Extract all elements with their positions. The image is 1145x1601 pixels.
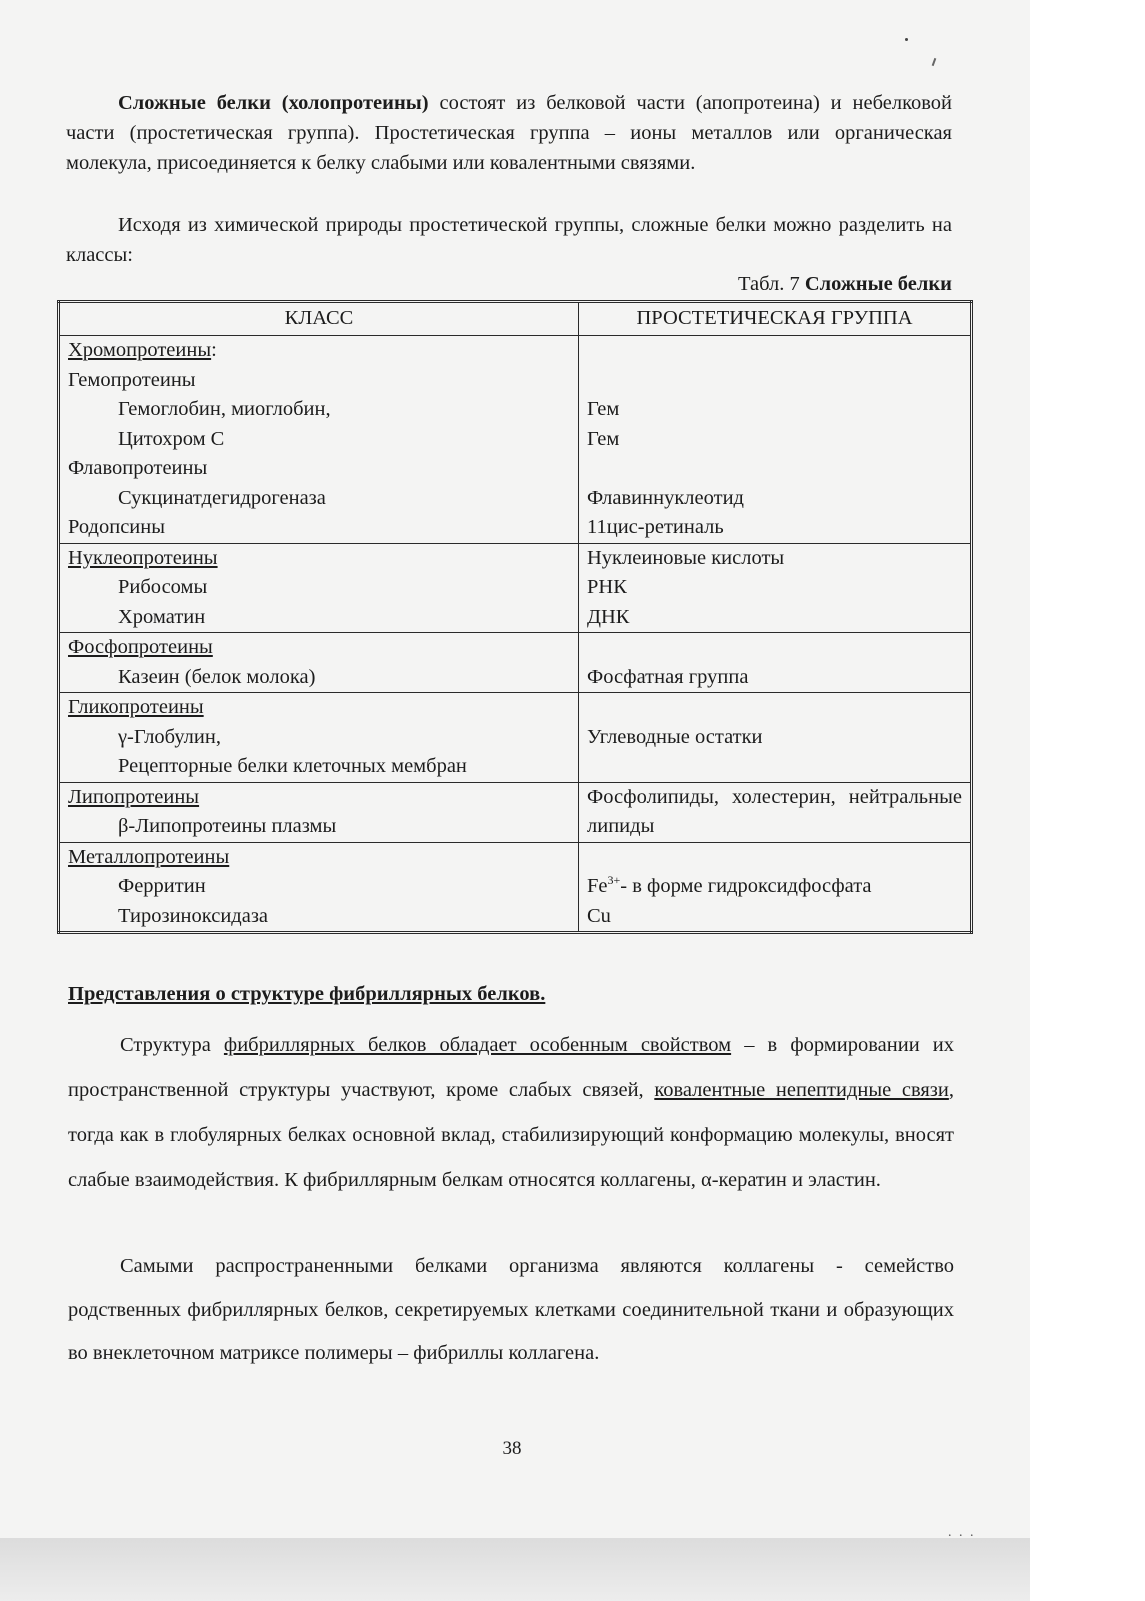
example: Ферритин bbox=[118, 875, 206, 897]
group-value: 11цис-ретиналь bbox=[587, 516, 724, 538]
table-row-nucleoproteins bbox=[59, 543, 972, 633]
class-cell bbox=[59, 543, 579, 633]
title-colon: : bbox=[211, 339, 217, 361]
subclass: Флавопротеины bbox=[68, 457, 208, 479]
group-cell bbox=[579, 842, 972, 933]
scan-dots: . . . bbox=[948, 1525, 976, 1540]
table-caption-title: Сложные белки bbox=[804, 273, 952, 295]
header-prosthetic-group: ПРОСТЕТИЧЕСКАЯ ГРУППА bbox=[579, 302, 972, 336]
group-value bbox=[587, 872, 962, 902]
example: Цитохром С bbox=[118, 427, 225, 450]
table-header-row bbox=[59, 302, 972, 336]
class-cell bbox=[59, 336, 579, 544]
example: γ-Глобулин, bbox=[118, 725, 221, 748]
table-row-phosphoproteins bbox=[59, 633, 972, 693]
example: Рецепторные белки клеточных мембран bbox=[118, 755, 467, 777]
class-cell bbox=[59, 633, 579, 693]
section-heading: Представления о структуре фибриллярных белков. bbox=[68, 983, 546, 1005]
group-value: Cu bbox=[587, 904, 611, 927]
complex-proteins-table bbox=[57, 300, 973, 934]
scan-right-margin bbox=[1030, 0, 1145, 1601]
example: β-Липопротеины плазмы bbox=[118, 815, 337, 837]
group-value: Нуклеиновые кислоты bbox=[587, 546, 785, 569]
subclass: Гемопротеины bbox=[68, 368, 196, 391]
group-cell bbox=[579, 782, 972, 842]
group-value: Гем bbox=[587, 398, 620, 420]
intro-bold-term: Сложные белки (холопротеины) bbox=[118, 92, 429, 114]
example: Гемоглобин, миоглобин, bbox=[118, 398, 331, 420]
text-span: – в формировании их пространственной структуры участвуют, кроме слабых связей, bbox=[68, 1034, 954, 1101]
group-value: Гем bbox=[587, 427, 620, 450]
example: Тирозиноксидаза bbox=[118, 904, 269, 927]
classes-intro-paragraph: Исходя из химической природы простетической группы, сложные белки можно разделить на классы: bbox=[66, 214, 952, 266]
scan-bottom-edge bbox=[0, 1538, 1030, 1601]
group-cell bbox=[579, 336, 972, 544]
table-caption bbox=[560, 270, 952, 298]
class-title: Фосфопротеины bbox=[68, 636, 213, 658]
scan-speck bbox=[905, 38, 908, 41]
example: Сукцинатдегидрогеназа bbox=[118, 486, 326, 509]
group-value: РНК bbox=[587, 576, 627, 598]
example: Казеин (белок молока) bbox=[118, 665, 316, 688]
example: Рибосомы bbox=[118, 576, 208, 598]
example: Хроматин bbox=[118, 605, 206, 628]
table-row-glycoproteins bbox=[59, 693, 972, 783]
class-title: Липопротеины bbox=[68, 785, 200, 808]
table-caption-prefix: Табл. 7 bbox=[737, 273, 805, 295]
iron-charge: 3+ bbox=[607, 873, 621, 888]
group-value: Флавиннуклеотид bbox=[587, 486, 744, 509]
group-cell bbox=[579, 543, 972, 633]
class-title: Металлопротеины bbox=[68, 845, 230, 868]
class-title: Гликопротеины bbox=[68, 696, 204, 718]
class-title bbox=[68, 336, 570, 366]
class-cell bbox=[59, 693, 579, 783]
table-row-lipoproteins bbox=[59, 782, 972, 842]
class-cell bbox=[59, 782, 579, 842]
group-value: Фосфолипиды, холестерин, нейтральные липиды bbox=[587, 785, 962, 837]
underlined-phrase: ковалентные непептидные связи bbox=[654, 1079, 949, 1101]
class-title: Нуклеопротеины bbox=[68, 546, 218, 569]
class-cell bbox=[59, 842, 579, 933]
group-cell bbox=[579, 633, 972, 693]
group-cell bbox=[579, 693, 972, 783]
intro-text: состоят из белковой части (апопротеина) и небелковой части (простетическая группа). Простетическая группа – ионы металлов или органическая молекула, присоединяется к белку слабыми или ковалентными связями. bbox=[66, 92, 953, 174]
underlined-phrase: фибриллярных белков обладает особенным свойством bbox=[223, 1034, 732, 1056]
table-row-metalloproteins bbox=[59, 842, 972, 933]
chromoproteins-title: Хромопротеины bbox=[68, 339, 212, 361]
text-span: , тогда как в глобулярных белках основной вклад, стабилизирующий конформацию молекулы, вносят слабые взаимодействия. К фибриллярным белкам относятся коллагены, α-кератин и эластин. bbox=[68, 1079, 954, 1191]
subclass: Родопсины bbox=[68, 516, 166, 538]
table-row-chromoproteins bbox=[59, 336, 972, 544]
text-span: Структура bbox=[120, 1034, 224, 1056]
page-number: 38 bbox=[502, 1438, 522, 1459]
iron-form: - в форме гидроксидфосфата bbox=[620, 875, 872, 897]
iron-symbol: Fe bbox=[587, 875, 608, 897]
collagen-paragraph: Самыми распространенными белками организма являются коллагены - семейство родственных фибриллярных белков, секретируемых клетками соединительной ткани и образующих во внеклеточном матриксе полимеры – фибриллы коллагена. bbox=[68, 1255, 954, 1364]
intro-paragraph bbox=[66, 88, 952, 178]
group-value: Фосфатная группа bbox=[587, 665, 749, 688]
group-value: Углеводные остатки bbox=[587, 725, 763, 748]
header-class: КЛАСС bbox=[59, 302, 579, 336]
fibrillar-paragraph bbox=[68, 1023, 954, 1203]
group-value: ДНК bbox=[587, 605, 630, 628]
